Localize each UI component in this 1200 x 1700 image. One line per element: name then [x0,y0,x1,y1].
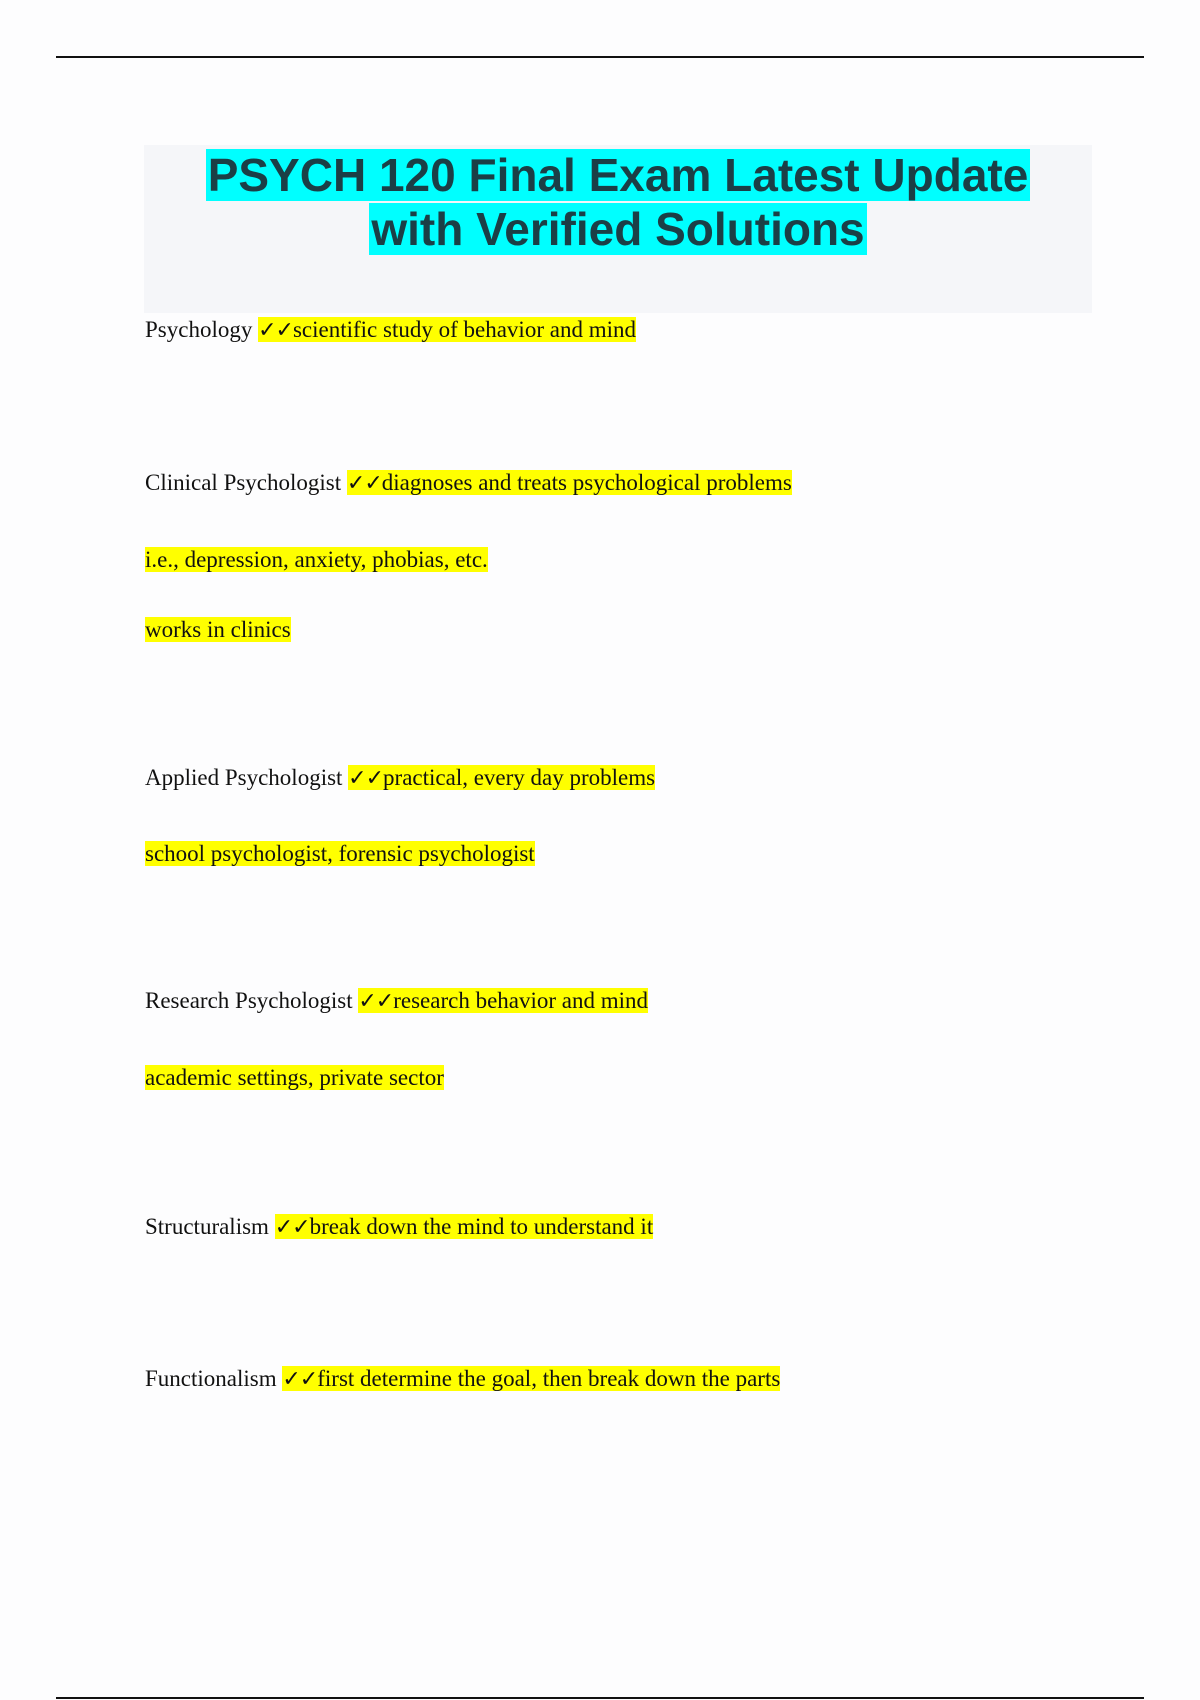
term: Research Psychologist [145,988,353,1013]
answer-detail-line: academic settings, private sector [145,1065,444,1090]
qa-entry-structuralism [145,1212,653,1243]
double-check-icon: ✓✓ [258,318,293,343]
term: Structuralism [145,1214,269,1239]
definition: research behavior and mind [393,988,649,1013]
qa-entry-applied-psychologist [145,763,655,794]
qa-entry-clinical-psychologist [145,468,792,499]
definition: first determine the goal, then break down the parts [317,1366,781,1391]
double-check-icon: ✓✓ [282,1367,318,1392]
answer-detail-line: works in clinics [145,617,291,642]
answer-highlight [275,1214,654,1239]
definition: break down the mind to understand it [309,1214,654,1239]
answer-detail-line: school psychologist, forensic psychologist [145,841,535,866]
answer-highlight [358,988,648,1013]
document-title-line-2: with Verified Solutions [371,203,865,255]
double-check-icon: ✓✓ [274,1215,310,1240]
answer-highlight [348,765,655,790]
double-check-icon: ✓✓ [358,989,394,1014]
term: Applied Psychologist [145,765,343,790]
answer-highlight [282,1366,780,1391]
qa-entry-research-psychologist [145,986,648,1017]
top-rule [56,56,1144,58]
term: Functionalism [145,1366,277,1391]
bottom-rule [56,1697,1144,1699]
title-banner [144,145,1092,313]
answer-highlight [347,470,792,495]
definition: scientific study of behavior and mind [292,317,636,342]
double-check-icon: ✓✓ [348,766,384,791]
term: Clinical Psychologist [145,470,342,495]
qa-entry-psychology [145,315,636,346]
definition: diagnoses and treats psychological problems [381,470,792,495]
definition: practical, every day problems [383,765,656,790]
double-check-icon: ✓✓ [346,471,382,496]
answer-detail-line: i.e., depression, anxiety, phobias, etc. [145,547,488,572]
answer-highlight [258,317,636,342]
qa-entry-functionalism [145,1364,780,1395]
term: Psychology [145,317,253,342]
document-title-line-1: PSYCH 120 Final Exam Latest Update [207,149,1029,201]
